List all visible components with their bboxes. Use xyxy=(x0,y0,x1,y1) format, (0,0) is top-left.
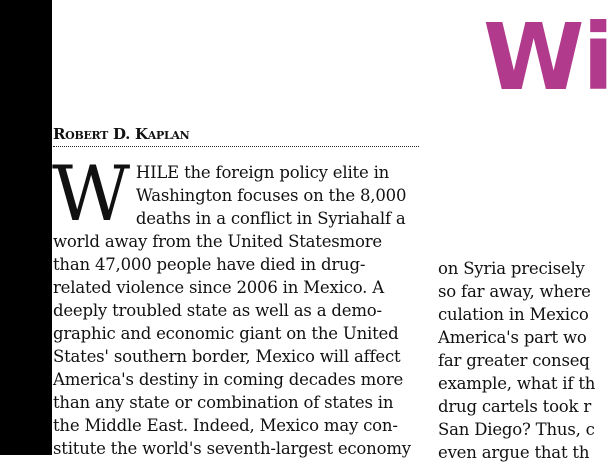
body-line: graphic and economic giant on the United xyxy=(53,324,399,343)
lead-line: HILE the foreign policy elite in xyxy=(135,163,390,182)
article-column-2 xyxy=(438,257,598,464)
lead-line: deaths in a conflict in Syriahalf a xyxy=(135,209,406,228)
column2-line: culation in Mexico xyxy=(438,305,589,324)
body-line: stitute the world's seventh-largest economy xyxy=(53,439,411,458)
column2-line: far greater conseq xyxy=(438,351,590,370)
column2-line: San Diego? Thus, c xyxy=(438,420,595,439)
column2-line: America's part wo xyxy=(438,328,587,347)
headline: Wi xyxy=(483,4,612,111)
lead-line: Washington focuses on the 8,000 xyxy=(135,186,407,205)
body-line: related violence since 2006 in Mexico. A xyxy=(53,278,384,297)
article-column-1 xyxy=(52,149,419,460)
column2-line: so far away, where xyxy=(438,282,591,301)
body-line: America's destiny in coming decades more xyxy=(53,370,404,389)
drop-cap: W xyxy=(52,149,130,238)
body-line: than any state or combination of states in xyxy=(53,393,394,412)
byline: Robert D. Kaplan xyxy=(53,124,419,147)
body-line: the Middle East. Indeed, Mexico may con- xyxy=(53,416,398,435)
column2-line: on Syria precisely xyxy=(438,259,585,278)
left-black-bar xyxy=(0,0,52,455)
body-line: States' southern border, Mexico will affect xyxy=(53,347,401,366)
column2-line: even argue that th xyxy=(438,443,590,462)
column2-line: drug cartels took r xyxy=(438,397,592,416)
body-line: world away from the United Statesmore xyxy=(53,232,382,251)
column2-line: example, what if th xyxy=(438,374,596,393)
body-line: than 47,000 people have died in drug- xyxy=(53,255,366,274)
body-line: deeply troubled state as well as a demo- xyxy=(53,301,382,320)
